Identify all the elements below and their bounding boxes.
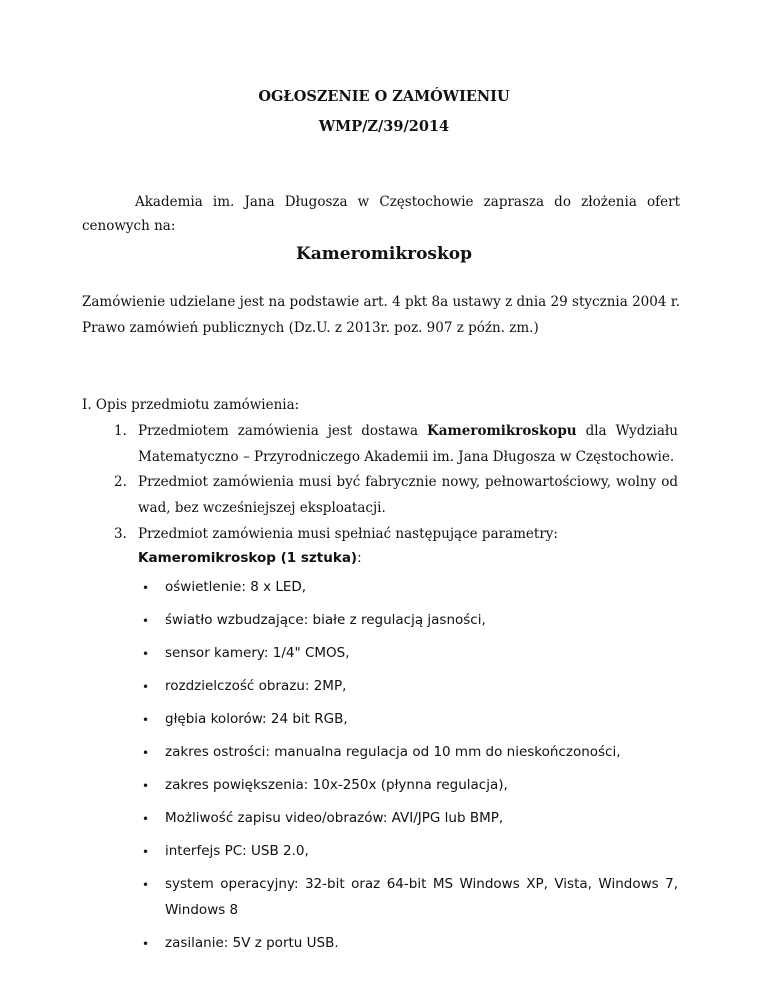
- item-3-number: 3.: [114, 526, 127, 542]
- spec-item-continued: Windows 8: [165, 902, 239, 918]
- spec-item: zakres ostrości: manualna regulacja od 10 mm do nieskończoności,: [165, 744, 621, 760]
- spec-item: interfejs PC: USB 2.0,: [165, 843, 309, 859]
- spec-item: rozdzielczość obrazu: 2MP,: [165, 678, 347, 694]
- bullet-icon: •: [142, 581, 150, 595]
- spec-item: Możliwość zapisu video/obrazów: AVI/JPG lub BMP,: [165, 810, 504, 826]
- bullet-icon: •: [142, 614, 150, 628]
- item-3-line-1: Przedmiot zamówienia musi spełniać następujące parametry:: [138, 526, 558, 542]
- item-1-number: 1.: [114, 423, 127, 439]
- bullet-icon: •: [142, 713, 150, 727]
- item-1-text-before: Przedmiotem zamówienia jest dostawa: [138, 423, 428, 439]
- bullet-icon: •: [142, 647, 150, 661]
- legal-basis-line-1: Zamówienie udzielane jest na podstawie art. 4 pkt 8a ustawy z dnia 29 stycznia 2004 r.: [82, 294, 680, 310]
- item-2-line-1: Przedmiot zamówienia musi być fabrycznie nowy, pełnowartościowy, wolny od: [138, 474, 678, 490]
- intro-line-2: cenowych na:: [82, 218, 176, 234]
- item-1-line-1: [138, 423, 678, 439]
- bullet-icon: •: [142, 680, 150, 694]
- item-2-line-2: wad, bez wcześniejszej eksploatacji.: [138, 500, 386, 516]
- legal-basis-line-2: Prawo zamówień publicznych (Dz.U. z 2013r. poz. 907 z późn. zm.): [82, 320, 539, 336]
- document-reference: WMP/Z/39/2014: [318, 118, 450, 135]
- spec-item: sensor kamery: 1/4" CMOS,: [165, 645, 350, 661]
- bullet-icon: •: [142, 746, 150, 760]
- document-title: OGŁOSZENIE O ZAMÓWIENIU: [258, 88, 510, 105]
- item-1-text-after: dla Wydziału: [576, 423, 678, 439]
- spec-item: oświetlenie: 8 x LED,: [165, 579, 307, 595]
- intro-line-1: Akademia im. Jana Długosza w Częstochowie zaprasza do złożenia ofert: [135, 194, 680, 210]
- product-name: Kameromikroskop: [296, 244, 472, 264]
- bullet-icon: •: [142, 845, 150, 859]
- spec-heading-suffix: :: [357, 550, 362, 566]
- spec-heading: [138, 550, 362, 566]
- item-2-number: 2.: [114, 474, 127, 490]
- item-1-bold-product: Kameromikroskopu: [427, 423, 577, 439]
- spec-item: system operacyjny: 32-bit oraz 64-bit MS Windows XP, Vista, Windows 7,: [165, 876, 678, 892]
- spec-item: światło wzbudzające: białe z regulacją jasności,: [165, 612, 486, 628]
- bullet-icon: •: [142, 812, 150, 826]
- spec-item: zasilanie: 5V z portu USB.: [165, 935, 339, 951]
- spec-item: głębia kolorów: 24 bit RGB,: [165, 711, 348, 727]
- section-heading: I. Opis przedmiotu zamówienia:: [82, 397, 300, 413]
- bullet-icon: •: [142, 779, 150, 793]
- spec-item: zakres powiększenia: 10x-250x (płynna regulacja),: [165, 777, 508, 793]
- item-1-line-2: Matematyczno – Przyrodniczego Akademii im. Jana Długosza w Częstochowie.: [138, 449, 675, 465]
- bullet-icon: •: [142, 937, 150, 951]
- bullet-icon: •: [142, 878, 150, 892]
- spec-heading-title: Kameromikroskop (1 sztuka): [138, 550, 358, 566]
